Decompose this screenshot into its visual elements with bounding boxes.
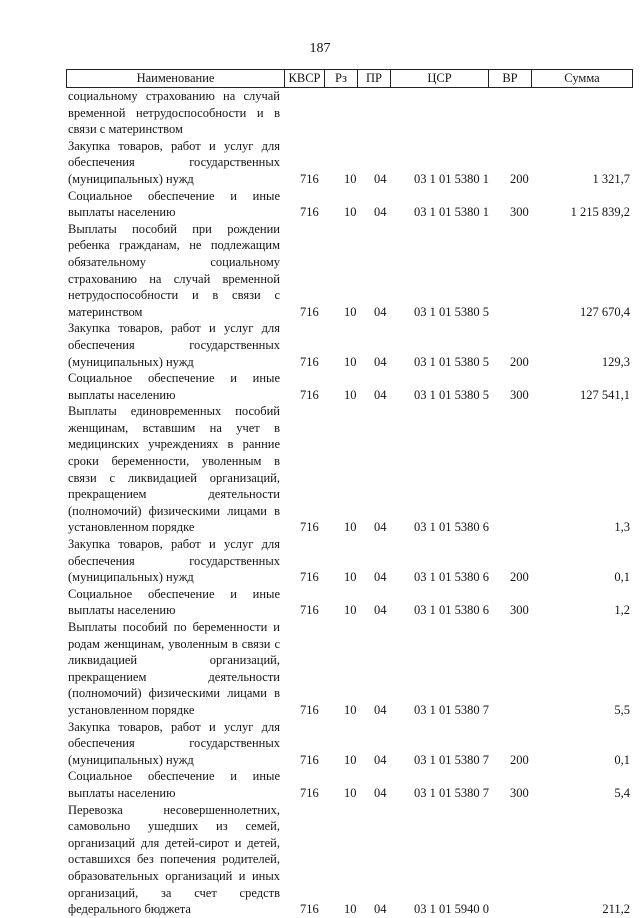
table-row — [68, 188, 632, 221]
row-pr: 04 — [374, 752, 387, 767]
row-name: Закупка товаров, работ и услуг для обеспечения государственных (муниципальных) нужд — [68, 321, 280, 369]
row-kvsr: 716 — [300, 702, 319, 717]
row-pr: 04 — [374, 171, 387, 186]
row-pr: 04 — [374, 702, 387, 717]
table-row — [68, 370, 632, 403]
row-csr: 03 1 01 5380 7 — [414, 785, 489, 800]
row-vr: 300 — [510, 205, 529, 220]
table-row — [68, 586, 632, 619]
table-header — [66, 69, 633, 88]
row-name: Социальное обеспечение и иные выплаты населению — [68, 188, 280, 220]
row-sum: 0,1 — [614, 570, 630, 585]
table-row — [68, 802, 632, 918]
row-sum: 211,2 — [602, 902, 630, 917]
table-row — [68, 138, 632, 188]
row-vr: 300 — [510, 785, 529, 800]
header-pr: ПР — [358, 70, 391, 87]
row-csr: 03 1 01 5380 5 — [414, 387, 489, 402]
table-row — [68, 536, 632, 586]
row-sum: 5,4 — [614, 785, 630, 800]
row-name: Социальное обеспечение и иные выплаты населению — [68, 769, 280, 800]
row-vr: 200 — [510, 570, 529, 585]
row-csr: 03 1 01 5380 7 — [414, 702, 489, 717]
row-vr: 200 — [510, 752, 529, 767]
row-rz: 10 — [344, 354, 357, 369]
header-csr: ЦСР — [391, 70, 489, 87]
header-name: Наименование — [67, 70, 285, 87]
row-sum: 0,1 — [614, 752, 630, 767]
row-kvsr: 716 — [300, 171, 319, 186]
row-sum: 1 321,7 — [592, 171, 630, 186]
row-kvsr: 716 — [300, 520, 319, 535]
row-vr: 300 — [510, 387, 529, 402]
row-rz: 10 — [344, 785, 357, 800]
row-vr: 300 — [510, 603, 529, 618]
table-body — [68, 88, 632, 918]
row-csr: 03 1 01 5380 6 — [414, 570, 489, 585]
row-csr: 03 1 01 5380 1 — [414, 171, 489, 186]
row-rz: 10 — [344, 520, 357, 535]
row-csr: 03 1 01 5380 6 — [414, 520, 489, 535]
row-pr: 04 — [374, 354, 387, 369]
row-csr: 03 1 01 5380 1 — [414, 205, 489, 220]
row-name: Социальное обеспечение и иные выплаты населению — [68, 371, 280, 402]
header-vr: ВР — [489, 70, 532, 87]
row-rz: 10 — [344, 702, 357, 717]
row-sum: 127 541,1 — [580, 387, 630, 402]
row-name: социальному страхованию на случай временной нетрудоспособности и в связи с материнством — [68, 89, 280, 137]
row-pr: 04 — [374, 520, 387, 535]
row-kvsr: 716 — [300, 205, 319, 220]
table-row — [68, 320, 632, 370]
row-kvsr: 716 — [300, 387, 319, 402]
row-name: Социальное обеспечение и иные выплаты населению — [68, 586, 280, 618]
row-pr: 04 — [374, 387, 387, 402]
row-kvsr: 716 — [300, 603, 319, 618]
row-rz: 10 — [344, 205, 357, 220]
row-csr: 03 1 01 5380 6 — [414, 603, 489, 618]
row-name: Выплаты единовременных пособий женщинам, вставшим на учет в медицинских учреждениях в ранние сроки беременности, уволенным в связи с ликвидацией организаций, прекращением деятельности (полномочий) физическими лицами в установленном порядке — [68, 404, 280, 535]
row-rz: 10 — [344, 387, 357, 402]
page-number: 187 — [309, 41, 331, 56]
table-row — [68, 221, 632, 321]
row-rz: 10 — [344, 902, 357, 917]
row-name: Выплаты пособий по беременности и родам женщинам, уволенным в связи с ликвидацией организаций, прекращением деятельности (полномочий) физическими лицами в установленном порядке — [68, 620, 280, 717]
table-row — [68, 719, 632, 769]
row-kvsr: 716 — [300, 785, 319, 800]
row-csr: 03 1 01 5380 5 — [414, 304, 489, 319]
header-rz: Рз — [325, 70, 358, 87]
row-name: Выплаты пособий при рождении ребенка гражданам, не подлежащим обязательному социальному страхованию на случай временной нетрудоспособности и в связи с материнством — [68, 221, 280, 319]
row-kvsr: 716 — [300, 752, 319, 767]
table-row — [68, 88, 632, 138]
row-sum: 1,3 — [614, 520, 630, 535]
row-rz: 10 — [344, 171, 357, 186]
row-csr: 03 1 01 5380 7 — [414, 752, 489, 767]
row-csr: 03 1 01 5940 0 — [414, 902, 489, 917]
row-rz: 10 — [344, 570, 357, 585]
row-rz: 10 — [344, 752, 357, 767]
table-row — [68, 619, 632, 719]
row-pr: 04 — [374, 205, 387, 220]
row-name: Закупка товаров, работ и услуг для обеспечения государственных (муниципальных) нужд — [68, 719, 280, 767]
header-kvsr: КВСР — [285, 70, 325, 87]
row-name: Перевозка несовершеннолетних, самовольно ушедших из семей, организаций для детей-сирот и детей, оставшихся без попечения родителей, образовательных организаций и иных организаций, за счет средств федерального бюджета — [68, 802, 280, 917]
row-sum: 127 670,4 — [580, 304, 630, 319]
table-row — [68, 403, 632, 536]
row-vr: 200 — [510, 171, 529, 186]
row-name: Закупка товаров, работ и услуг для обеспечения государственных (муниципальных) нужд — [68, 138, 280, 186]
row-pr: 04 — [374, 785, 387, 800]
row-pr: 04 — [374, 570, 387, 585]
header-sum: Сумма — [564, 71, 600, 85]
row-kvsr: 716 — [300, 354, 319, 369]
row-pr: 04 — [374, 304, 387, 319]
row-sum: 1 215 839,2 — [570, 205, 630, 220]
row-kvsr: 716 — [300, 570, 319, 585]
row-vr: 200 — [510, 354, 529, 369]
row-sum: 5,5 — [614, 702, 630, 717]
row-rz: 10 — [344, 304, 357, 319]
row-name: Закупка товаров, работ и услуг для обеспечения государственных (муниципальных) нужд — [68, 537, 280, 585]
row-rz: 10 — [344, 603, 357, 618]
row-kvsr: 716 — [300, 304, 319, 319]
row-sum: 1,2 — [614, 603, 630, 618]
row-kvsr: 716 — [300, 902, 319, 917]
row-sum: 129,3 — [601, 354, 630, 369]
table-row — [68, 768, 632, 801]
row-pr: 04 — [374, 902, 387, 917]
row-pr: 04 — [374, 603, 387, 618]
row-csr: 03 1 01 5380 5 — [414, 354, 489, 369]
